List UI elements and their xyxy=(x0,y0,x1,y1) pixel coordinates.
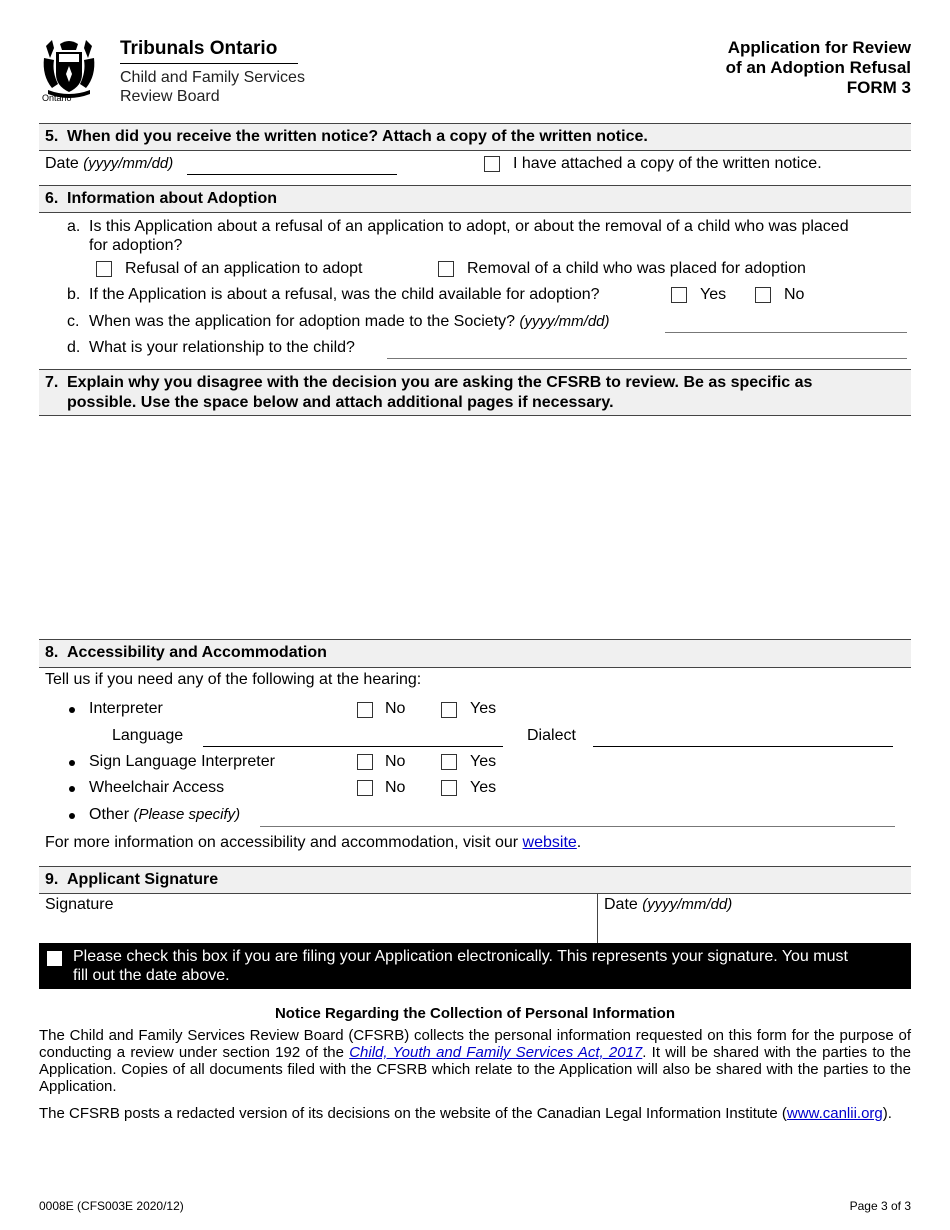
signature-date-input[interactable] xyxy=(598,912,911,942)
explanation-textarea[interactable] xyxy=(39,417,911,637)
date-format-hint: (yyyy/mm/dd) xyxy=(642,896,733,913)
electronic-filing-bar xyxy=(39,943,911,989)
wheelchair-yes-label: Yes xyxy=(470,779,497,796)
available-yes-checkbox[interactable] xyxy=(671,287,687,303)
question-b-text: If the Application is about a refusal, was the child available for adoption? xyxy=(89,286,600,303)
available-no-checkbox[interactable] xyxy=(755,287,771,303)
section-5-header xyxy=(39,123,911,151)
section-number: 9. xyxy=(45,871,59,888)
form-code: 0008E (CFS003E 2020/12) xyxy=(39,1199,184,1213)
wheelchair-yes-checkbox[interactable] xyxy=(441,780,457,796)
notice-p2-part1: The CFSRB posts a redacted version of its decisions on the website of the Canadian Legal Information Institute ( xyxy=(39,1105,787,1122)
section-8-header xyxy=(39,639,911,668)
other-input[interactable] xyxy=(260,826,895,827)
bullet-icon xyxy=(69,760,75,766)
electronic-filing-line1: Please check this box if you are filing your Application electronically. This represents your signature. You must xyxy=(73,948,848,965)
refusal-of-application-checkbox[interactable] xyxy=(96,261,112,277)
signature-label: Signature xyxy=(45,896,114,913)
accessibility-intro: Tell us if you need any of the following at the hearing: xyxy=(45,671,422,688)
question-a-letter: a. xyxy=(67,218,81,235)
section-9-header xyxy=(39,866,911,894)
removal-of-child-checkbox[interactable] xyxy=(438,261,454,277)
attached-notice-label: I have attached a copy of the written notice. xyxy=(513,155,822,172)
cyfsa-link[interactable]: Child, Youth and Family Services Act, 2017 xyxy=(349,1044,643,1061)
electronic-filing-line2: fill out the date above. xyxy=(73,967,230,984)
question-a-line1: Is this Application about a refusal of an application to adopt, or about the removal of a child who was placed xyxy=(89,218,849,235)
wheelchair-no-checkbox[interactable] xyxy=(357,780,373,796)
other-label xyxy=(89,806,240,824)
removal-of-child-label: Removal of a child who was placed for adoption xyxy=(467,260,806,277)
bullet-icon xyxy=(69,786,75,792)
sign-language-yes-checkbox[interactable] xyxy=(441,754,457,770)
section-7-line2: possible. Use the space below and attach additional pages if necessary. xyxy=(67,394,614,411)
interpreter-no-checkbox[interactable] xyxy=(357,702,373,718)
sign-language-label: Sign Language Interpreter xyxy=(89,753,275,770)
notice-p2-part2: ). xyxy=(882,1105,892,1122)
notice-p1-part1: The Child and Family Services Review Board (CFSRB) collects the personal information requested on this form for the purpose of conducting a review under section 192 of the xyxy=(39,1027,911,1061)
dialect-input[interactable] xyxy=(593,746,893,747)
notice-date-input[interactable] xyxy=(187,174,397,175)
section-6-header xyxy=(39,185,911,213)
interpreter-yes-label: Yes xyxy=(470,700,497,717)
more-info-prefix: For more information on accessibility and accommodation, visit our xyxy=(45,834,519,851)
notice-paragraph-1 xyxy=(39,1027,911,1095)
dialect-label: Dialect xyxy=(527,727,576,744)
application-date-input[interactable] xyxy=(665,332,907,333)
interpreter-no-label: No xyxy=(385,700,406,717)
form-title-line1: Application for Review xyxy=(727,38,911,57)
refusal-of-application-label: Refusal of an application to adopt xyxy=(125,260,363,277)
section-number: 6. xyxy=(45,190,59,207)
available-yes-label: Yes xyxy=(700,286,727,303)
website-link[interactable]: website xyxy=(522,834,577,851)
question-b-letter: b. xyxy=(67,286,81,303)
bullet-icon xyxy=(69,707,75,713)
page-number: Page 3 of 3 xyxy=(849,1199,911,1213)
question-c-label: When was the application for adoption made to the Society? xyxy=(89,313,516,330)
section-7-line1: Explain why you disagree with the decision you are asking the CFSRB to review. Be as specific as xyxy=(67,374,813,391)
section-title: Applicant Signature xyxy=(67,871,219,888)
more-info-text xyxy=(45,834,581,852)
bullet-icon xyxy=(69,813,75,819)
org-subtitle xyxy=(120,68,305,106)
section-7-header xyxy=(39,369,911,416)
notice-date-label xyxy=(45,155,173,173)
section-title: When did you receive the written notice? Attach a copy of the written notice. xyxy=(67,128,648,145)
language-input[interactable] xyxy=(203,746,503,747)
section-number: 7. xyxy=(45,374,59,391)
org-name: Tribunals Ontario xyxy=(120,38,278,59)
sign-language-yes-label: Yes xyxy=(470,753,497,770)
form-title xyxy=(726,38,911,98)
other-text: Other xyxy=(89,806,130,823)
available-no-label: No xyxy=(784,286,805,303)
notice-p1-part2: . It will be shared with the parties to the Application. Copies of all documents filed with the CFSRB which relate to the Application will also be shared with the parties to the Application. xyxy=(39,1044,911,1095)
question-a-line2: for adoption? xyxy=(89,237,183,254)
sign-language-no-label: No xyxy=(385,753,406,770)
form-title-line2: of an Adoption Refusal xyxy=(725,58,911,77)
date-format-hint: (yyyy/mm/dd) xyxy=(519,313,610,330)
canlii-link[interactable]: www.canlii.org xyxy=(786,1105,883,1122)
section-number: 5. xyxy=(45,128,59,145)
notice-paragraph-2 xyxy=(39,1105,911,1122)
interpreter-yes-checkbox[interactable] xyxy=(441,702,457,718)
section-title: Accessibility and Accommodation xyxy=(67,644,327,661)
section-number: 8. xyxy=(45,644,59,661)
language-label: Language xyxy=(112,727,184,744)
signature-field[interactable] xyxy=(39,894,597,942)
section-title: Information about Adoption xyxy=(67,190,278,207)
notice-title: Notice Regarding the Collection of Personal Information xyxy=(274,1005,676,1022)
question-d-text: What is your relationship to the child? xyxy=(89,339,355,356)
wheelchair-no-label: No xyxy=(385,779,406,796)
org-subtitle-line1: Child and Family Services xyxy=(120,69,305,86)
electronic-filing-checkbox[interactable] xyxy=(47,951,62,966)
question-c-letter: c. xyxy=(67,313,80,330)
logo-caption: Ontario xyxy=(42,93,72,103)
date-label: Date xyxy=(45,155,79,172)
date-format-hint: (yyyy/mm/dd) xyxy=(83,155,174,172)
sign-language-no-checkbox[interactable] xyxy=(357,754,373,770)
interpreter-label: Interpreter xyxy=(89,700,163,717)
wheelchair-label: Wheelchair Access xyxy=(89,779,225,796)
question-d-letter: d. xyxy=(67,339,81,356)
date-label: Date xyxy=(604,896,638,913)
form-number: FORM 3 xyxy=(846,78,911,97)
other-hint: (Please specify) xyxy=(133,806,241,823)
relationship-input[interactable] xyxy=(387,358,907,359)
attached-notice-checkbox[interactable] xyxy=(484,156,500,172)
question-c-text xyxy=(89,313,610,331)
header-divider xyxy=(120,63,298,64)
org-subtitle-line2: Review Board xyxy=(120,88,220,105)
more-info-suffix: . xyxy=(576,834,582,851)
